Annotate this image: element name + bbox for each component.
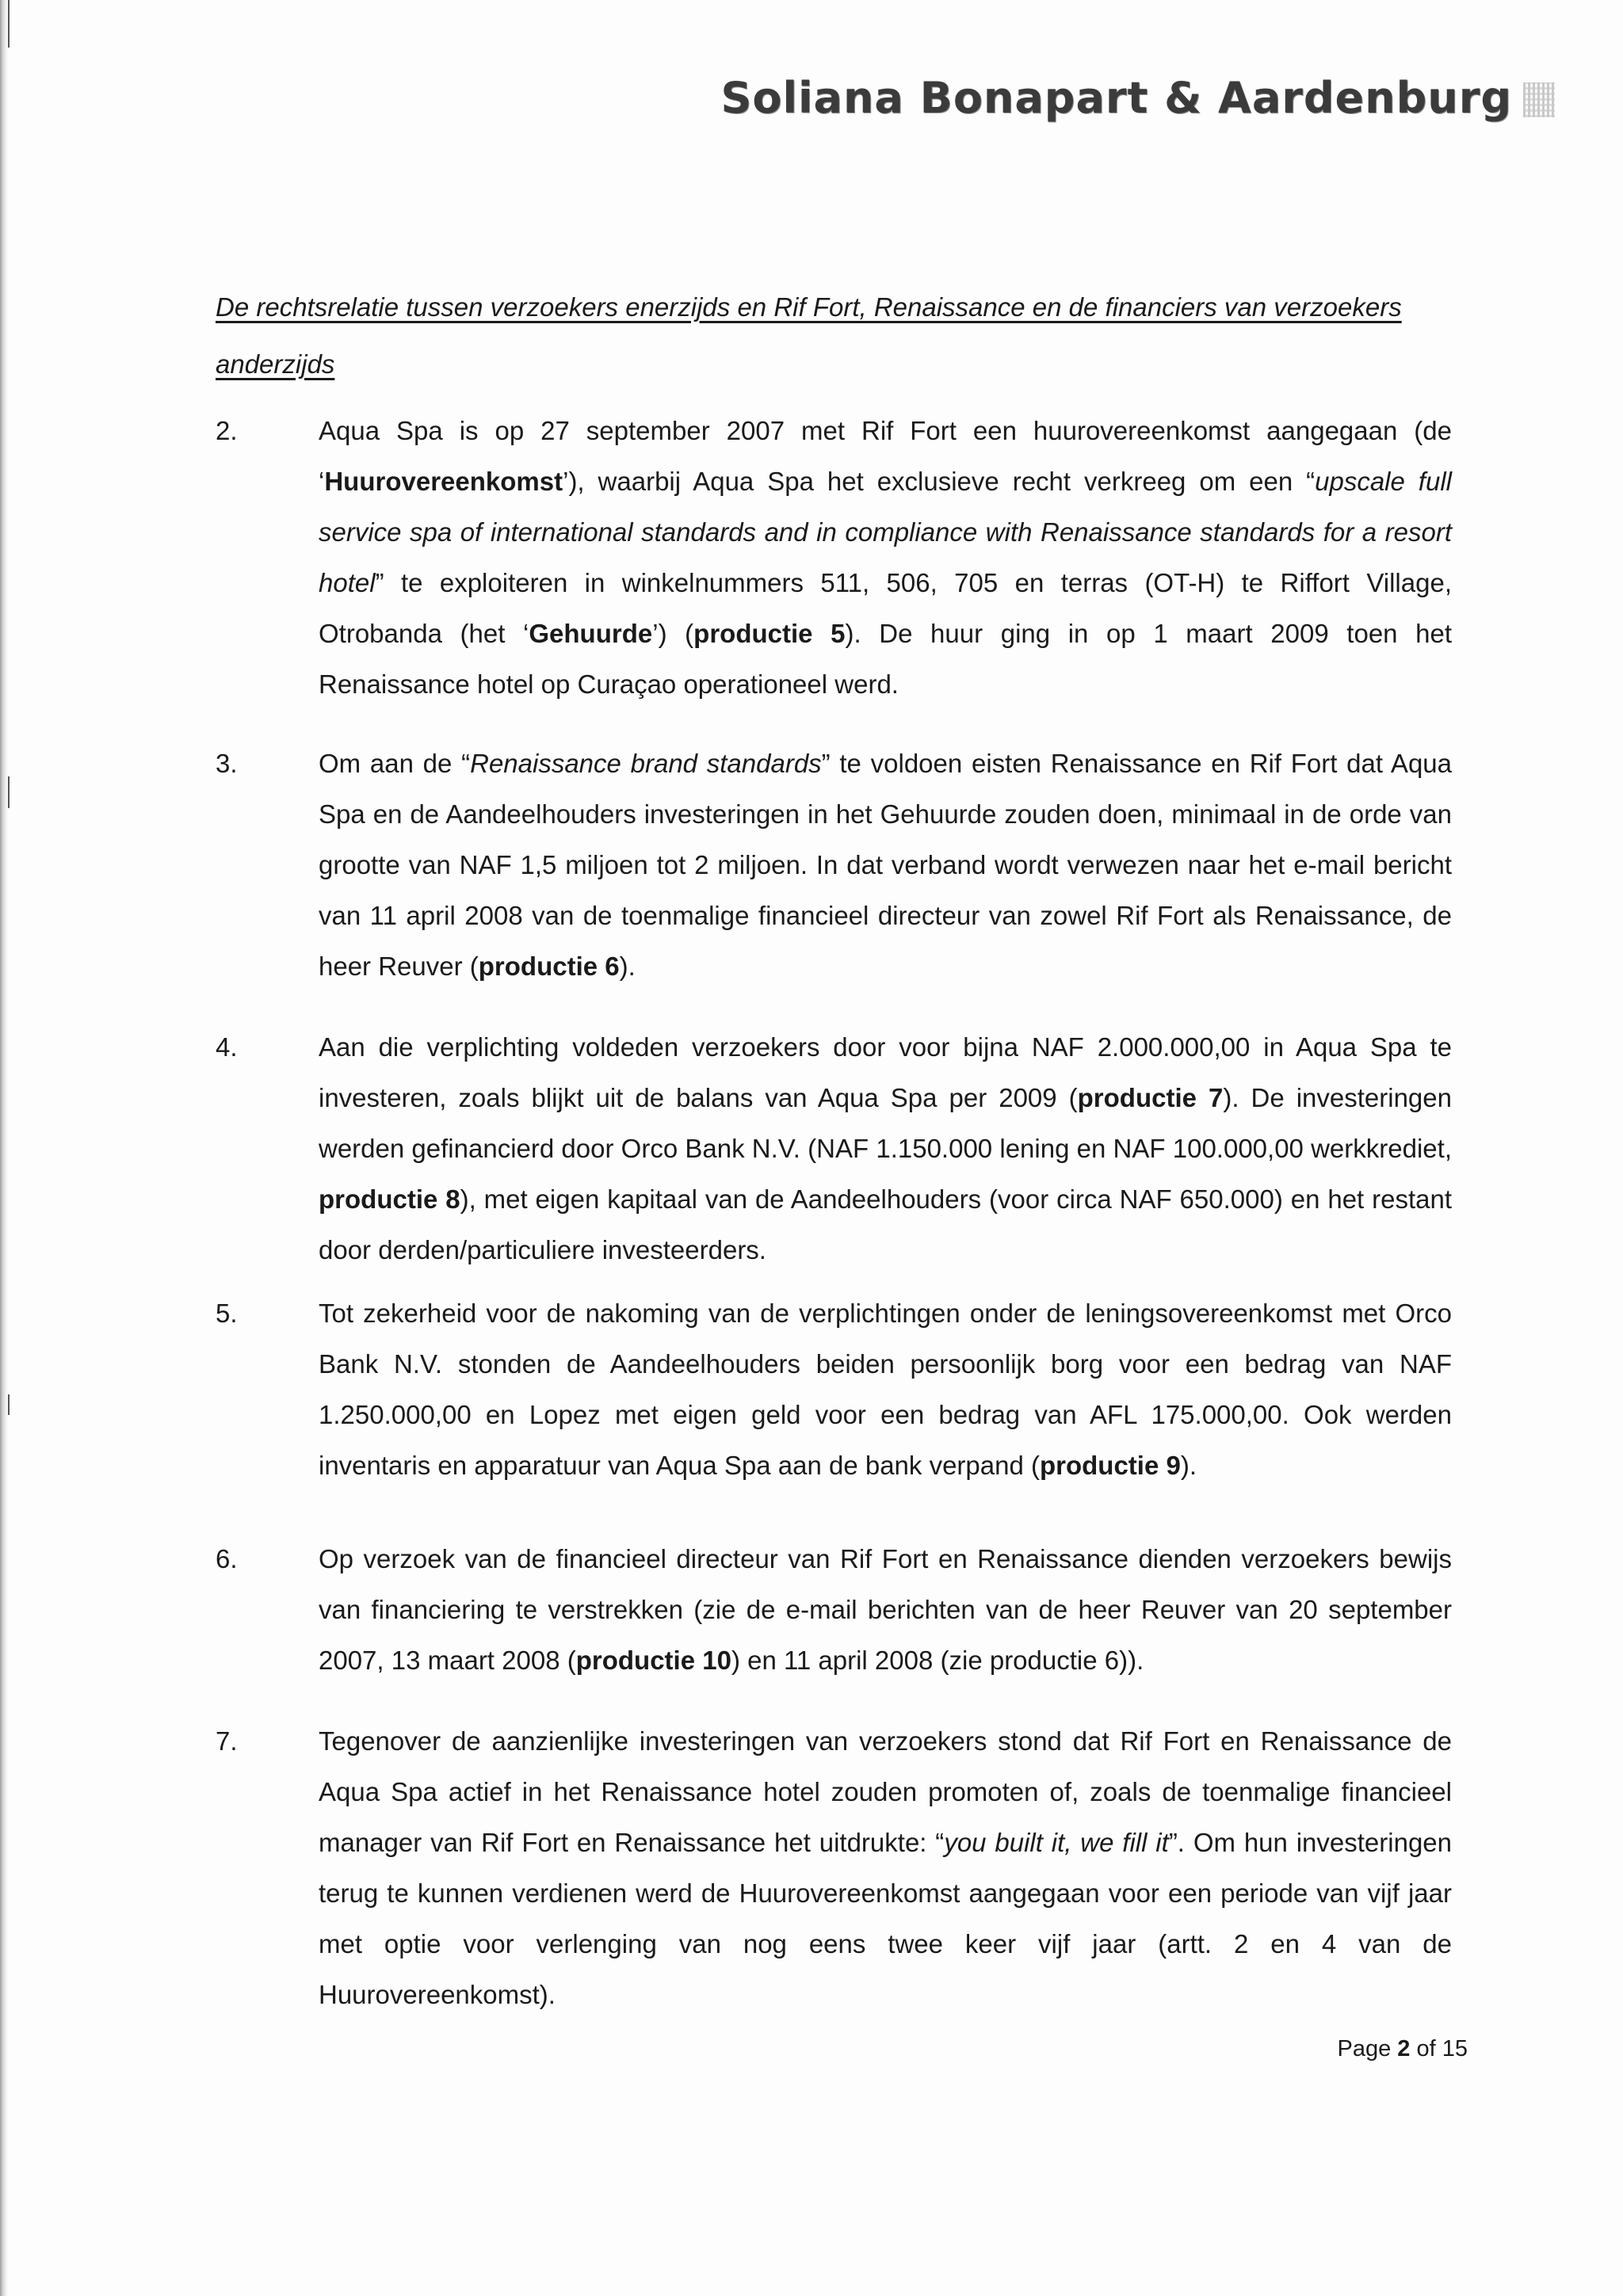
page-number-mid: of bbox=[1410, 2036, 1442, 2061]
text-segment: ), met eigen kapitaal van de Aandeelhouders (voor circa NAF 650.000) en het restant door derden/particuliere investeerders. bbox=[319, 1184, 1452, 1264]
firm-letterhead: Soliana Bonapart & Aardenburg bbox=[720, 73, 1512, 123]
firm-logo-icon bbox=[1523, 82, 1555, 117]
bold-text: productie 5 bbox=[693, 619, 846, 648]
text-segment: ). De investeringen werden gefinancierd door Orco Bank N.V. (NAF 1.150.000 lening en NAF 100.000,00 werkkrediet, bbox=[319, 1083, 1452, 1163]
paragraph-number: 2. bbox=[216, 416, 238, 445]
paragraph-number: 6. bbox=[216, 1544, 238, 1573]
text-segment: ” te exploiteren in winkelnummers 511, 506, 705 en terras (OT-H) te Riffort Village, Otrobanda (het ‘ bbox=[319, 568, 1452, 648]
paragraph-text bbox=[319, 1022, 1452, 1276]
paragraph-text bbox=[319, 1716, 1452, 2020]
text-segment: Om aan de “ bbox=[319, 749, 471, 778]
bold-text: productie 9 bbox=[1039, 1451, 1181, 1480]
bold-text: productie 7 bbox=[1077, 1083, 1224, 1112]
text-segment: ’) ( bbox=[652, 619, 694, 648]
bold-text: productie 10 bbox=[575, 1646, 731, 1675]
scan-edge-artifact bbox=[0, 0, 8, 2296]
bold-text: Huurovereenkomst bbox=[324, 467, 563, 496]
paragraph-text bbox=[319, 738, 1452, 992]
italic-text: you built it, we fill it bbox=[944, 1828, 1169, 1857]
bold-text: Gehuurde bbox=[529, 619, 653, 648]
page-number-prefix: Page bbox=[1337, 2036, 1398, 2061]
text-segment: Aqua Spa is op 27 september 2007 met Rif Fort een huurovereenkomst aangegaan (de ‘ bbox=[319, 416, 1452, 496]
bold-text: productie 6 bbox=[478, 952, 620, 981]
scan-mark bbox=[8, 776, 10, 808]
paragraph-text bbox=[319, 1288, 1452, 1491]
text-segment: ). bbox=[1180, 1451, 1197, 1480]
paragraph-number: 4. bbox=[216, 1032, 238, 1062]
paragraph-text bbox=[319, 406, 1452, 710]
italic-text: Renaissance brand standards bbox=[470, 749, 822, 778]
text-segment: ”. Om hun investeringen terug te kunnen verdienen werd de Huurovereenkomst aangegaan voor een periode van vijf jaar met optie voor verlenging van nog eens twee keer vijf jaar (artt. 2 en 4 van de Huurovereenkomst). bbox=[319, 1828, 1453, 2009]
text-segment: ). bbox=[619, 952, 636, 981]
text-segment: Aan die verplichting voldeden verzoekers door voor bijna NAF 2.000.000,00 in Aqua Spa te investeren, zoals blijkt uit de balans van Aqua Spa per 2009 ( bbox=[319, 1032, 1452, 1112]
paragraph-number: 3. bbox=[216, 749, 238, 778]
scan-mark bbox=[8, 1394, 10, 1415]
text-segment: Tegenover de aanzienlijke investeringen van verzoekers stond dat Rif Fort en Renaissance de Aqua Spa actief in het Renaissance hotel zouden promoten of, zoals de toenmalige financieel manager van Rif Fort en Renaissance het uitdrukte: “ bbox=[319, 1726, 1452, 1857]
scan-mark bbox=[8, 0, 10, 48]
page-number-current: 2 bbox=[1397, 2036, 1411, 2061]
page-number-total: 15 bbox=[1442, 2036, 1468, 2061]
paragraph-number: 5. bbox=[216, 1299, 238, 1328]
paragraph-text bbox=[319, 1534, 1452, 1686]
paragraph-number: 7. bbox=[216, 1726, 238, 1756]
text-segment: ). De huur ging in op 1 maart 2009 toen het Renaissance hotel op Curaçao operationeel werd. bbox=[319, 619, 1453, 699]
page-number bbox=[1337, 2036, 1468, 2062]
text-segment: ’), waarbij Aqua Spa het exclusieve recht verkreeg om een “ bbox=[563, 467, 1316, 496]
text-segment: ) en 11 april 2008 (zie productie 6)). bbox=[731, 1646, 1144, 1675]
bold-text: productie 8 bbox=[319, 1184, 460, 1214]
text-segment: ” te voldoen eisten Renaissance en Rif Fort dat Aqua Spa en de Aandeelhouders investeringen in het Gehuurde zouden doen, minimaal in de orde van grootte van NAF 1,5 miljoen tot 2 miljoen. In dat verband wordt verwezen naar het e-mail bericht van 11 april 2008 van de toenmalige financieel directeur van zowel Rif Fort als Renaissance, de heer Reuver ( bbox=[319, 749, 1452, 981]
text-segment: Op verzoek van de financieel directeur van Rif Fort en Renaissance dienden verzoekers bewijs van financiering te verstrekken (zie de e-mail berichten van de heer Reuver van 20 september 2007, 13 maart 2008 ( bbox=[319, 1544, 1452, 1675]
text-segment: Tot zekerheid voor de nakoming van de verplichtingen onder de leningsovereenkomst met Orco Bank N.V. stonden de Aandeelhouders beiden persoonlijk borg voor een bedrag van NAF 1.250.000,00 en Lopez met eigen geld voor een bedrag van AFL 175.000,00. Ook werden inventaris en apparatuur van Aqua Spa aan de bank verpand ( bbox=[319, 1299, 1452, 1480]
italic-text: upscale full service spa of international standards and in compliance with Renaissance standards for a resort hotel bbox=[319, 467, 1452, 597]
section-heading: De rechtsrelatie tussen verzoekers enerzijds en Rif Fort, Renaissance en de financiers van verzoekers anderzijds bbox=[216, 292, 1402, 379]
